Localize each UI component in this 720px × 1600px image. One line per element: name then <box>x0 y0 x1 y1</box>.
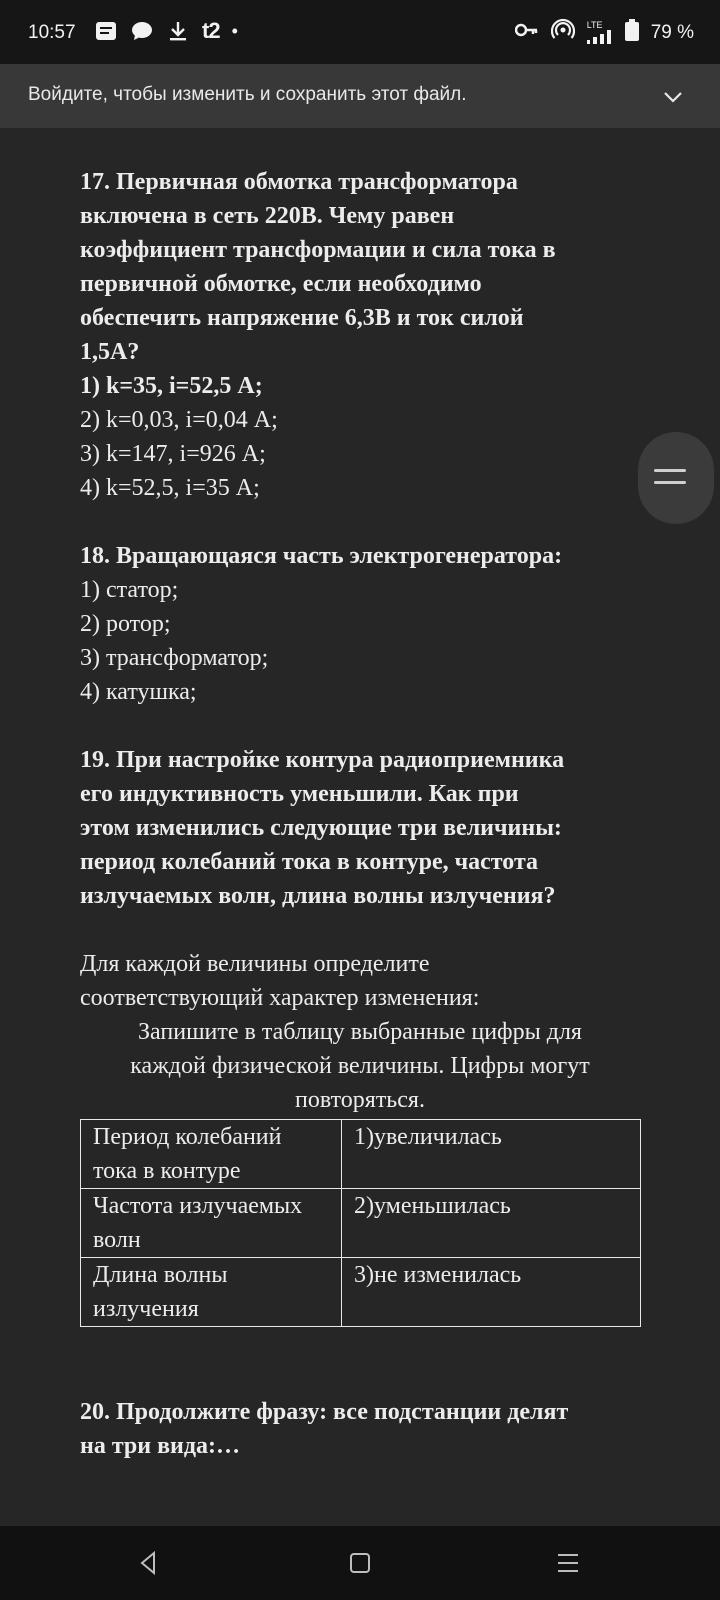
answer-option: 2) k=0,03, i=0,04 А; <box>80 407 278 433</box>
question-line: его индуктивность уменьшили. Как при <box>80 781 519 807</box>
banner-text: Войдите, чтобы изменить и сохранить этот файл. <box>28 84 467 105</box>
chat-icon <box>130 19 154 43</box>
answer-option: 2) ротор; <box>80 611 171 637</box>
document-content <box>80 165 640 1463</box>
question-line: излучаемых волн, длина волны излучения? <box>80 883 556 909</box>
question-line: 1,5А? <box>80 339 140 365</box>
menu-icon[interactable] <box>553 1548 583 1578</box>
navigation-bar <box>0 1526 720 1600</box>
notes-icon <box>94 19 118 43</box>
instruction-line: соответствующий характер изменения: <box>80 985 480 1011</box>
download-icon <box>166 19 190 43</box>
handle-line <box>654 469 686 472</box>
instruction-line: Запишите в таблицу выбранные цифры для <box>138 1019 582 1045</box>
answer-option: 4) k=52,5, i=35 А; <box>80 475 260 501</box>
status-right-icons <box>515 18 694 47</box>
signal-group <box>587 21 613 44</box>
table-cell: 3)не изменилась <box>342 1258 641 1327</box>
table-row <box>81 1120 641 1189</box>
answer-option: 3) трансформатор; <box>80 645 269 671</box>
question-line: 20. Продолжите фразу: все подстанции делят <box>80 1399 569 1425</box>
instruction-line: Для каждой величины определите <box>80 951 430 977</box>
question-line: обеспечить напряжение 6,3В и ток силой <box>80 305 524 331</box>
answer-option: 4) катушка; <box>80 679 197 705</box>
answer-option: 1) k=35, i=52,5 А; <box>80 373 263 399</box>
answer-option: 1) статор; <box>80 577 179 603</box>
instruction-line: каждой физической величины. Цифры могут <box>130 1053 590 1079</box>
table-cell: Частота излучаемых волн <box>81 1189 342 1258</box>
question-18: 18. Вращающаяся часть электрогенератора: <box>80 543 563 569</box>
question-20 <box>80 1395 640 1463</box>
question-line: на три вида:… <box>80 1433 241 1459</box>
signal-icon <box>587 30 613 44</box>
key-icon <box>515 22 539 43</box>
question-line: коэффициент трансформации и сила тока в <box>80 237 556 263</box>
table-row <box>81 1189 641 1258</box>
answer-table <box>80 1119 641 1327</box>
question-17 <box>80 165 640 369</box>
question-line: включена в сеть 220В. Чему равен <box>80 203 455 229</box>
question-line: 17. Первичная обмотка трансформатора <box>80 169 518 195</box>
handle-line <box>654 481 686 484</box>
status-time: 10:57 <box>28 22 76 43</box>
answer-option: 3) k=147, i=926 А; <box>80 441 266 467</box>
sign-in-banner[interactable] <box>0 64 720 128</box>
home-icon[interactable] <box>345 1548 375 1578</box>
question-line: первичной обмотке, если необходимо <box>80 271 482 297</box>
table-cell: 2)уменьшилась <box>342 1189 641 1258</box>
status-bar <box>0 0 720 64</box>
question-line: 19. При настройке контура радиоприемника <box>80 747 565 773</box>
table-cell: 1)увеличилась <box>342 1120 641 1189</box>
instruction-line: повторяться. <box>295 1087 425 1113</box>
hotspot-icon <box>551 18 575 47</box>
lte-label: LTE <box>586 20 603 30</box>
battery-icon <box>625 19 639 46</box>
back-icon[interactable] <box>134 1548 164 1578</box>
question-line: период колебаний тока в контуре, частота <box>80 849 539 875</box>
notification-dot: • <box>231 20 238 41</box>
table-cell: Длина волны излучения <box>81 1258 342 1327</box>
battery-percent: 79 % <box>650 21 694 43</box>
table-cell: Период колебаний тока в контуре <box>81 1120 342 1189</box>
question-19 <box>80 743 640 913</box>
table-row <box>81 1258 641 1327</box>
chevron-down-icon[interactable] <box>662 86 684 108</box>
question-line: этом изменились следующие три величины: <box>80 815 562 841</box>
carrier-label: t2 <box>202 18 220 43</box>
status-left-icons <box>94 18 238 44</box>
scroll-handle[interactable] <box>638 432 714 524</box>
